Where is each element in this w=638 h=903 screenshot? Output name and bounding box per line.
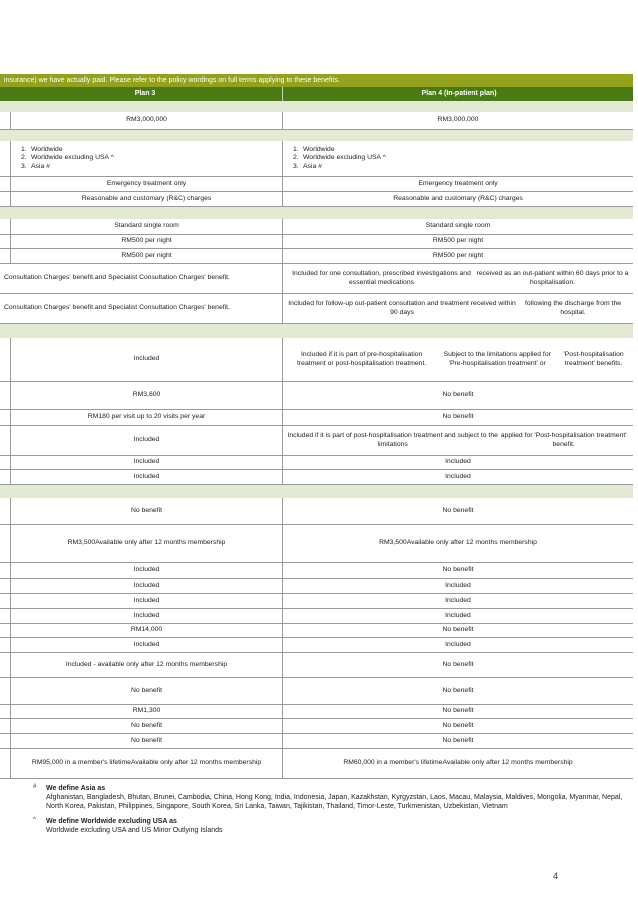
plan3-cell: [10, 594, 282, 608]
footnote-heading: We define Worldwide excluding USA as: [46, 818, 177, 825]
cell-line: and Specialist Consultation Charges' benefit.: [94, 274, 230, 282]
cell-line: Reasonable and customary (R&C) charges: [393, 194, 523, 202]
cell-line: No benefit: [442, 686, 474, 694]
plan4-cell: [282, 525, 633, 562]
plan3-cell: [10, 382, 282, 409]
cell-line: RM60,000 in a member's lifetime: [343, 759, 443, 767]
cell-line: Emergency treatment only: [106, 179, 187, 187]
cell-line: Standard single room: [114, 222, 179, 230]
footnote-body: Afghanistan, Bangladesh, Bhutan, Brunei, Cambodia, China, Hong Kong, India, Indonesia, Japan, Kazakhstan, Kyrgyzstan, Laos, Macau, Malaysia, Maldives, Mongolia, Myanmar, Nepal, North Korea, Pakistan, Philippines, Singapore, South Korea, Sri Lanka, Taiwan, Tajikistan, Thailand, Timor-Leste, Turkmenistan, Uzbekistan, Vietnam: [46, 794, 623, 810]
page-number: 4: [553, 871, 559, 881]
section-band: [0, 101, 633, 112]
table-row: [0, 456, 633, 470]
plan3-cell: [10, 563, 282, 578]
table-row: [0, 734, 633, 749]
cell-line: Subject to the limitations applied for 'Pre-hospitalisation treatment' or: [443, 351, 551, 367]
hash-marker: #: [33, 784, 37, 790]
cell-line: Included if it is part of pre-hospitalisation treatment or post-hospitalisation treatment.: [297, 351, 427, 367]
plan3-cell: [10, 734, 282, 748]
cell-line: applied for 'Post-hospitalisation treatment' benefit.: [500, 432, 627, 448]
plan4-cell: [282, 734, 633, 748]
cell-line: Included: [133, 472, 160, 480]
table-row: [0, 264, 633, 294]
plan4-cell: [282, 594, 633, 608]
plan4-cell: [282, 624, 633, 637]
plan4-header: Plan 4 (In-patient plan): [421, 90, 497, 97]
plan4-cell: [282, 264, 633, 293]
cell-line: Included if it is part of post-hospitalisation treatment and subject to the limitations: [287, 432, 498, 448]
table-row: [0, 192, 633, 207]
plan3-cell: [10, 485, 282, 498]
cell-line: Included: [133, 640, 160, 648]
plan3-cell: [10, 219, 282, 234]
cell-line: RM180 per visit up to 20 visits per year: [87, 413, 206, 421]
cell-line: RM14,000: [130, 626, 163, 634]
cell-line: Included: [445, 596, 471, 604]
table-row: [0, 653, 633, 678]
region-list-item: 1. Worldwide: [21, 145, 63, 153]
caret-marker: ^: [33, 817, 36, 823]
cell-line: Included: [445, 472, 471, 480]
cell-line: RM500 per night: [432, 251, 484, 259]
cell-line: Available only after 12 months membership: [95, 539, 226, 547]
cell-line: Emergency treatment only: [418, 179, 498, 187]
plan4-cell: [282, 426, 633, 455]
table-row: [0, 141, 633, 177]
plan4-cell: [282, 141, 633, 176]
cell-line: RM3,500: [67, 539, 96, 547]
footnote-body: Worldwide excluding USA and US Minor Outlying Islands: [46, 827, 223, 834]
plan4-cell: [282, 719, 633, 733]
cell-line: received as an out-patient within 60 days prior to a hospitalisation.: [476, 270, 629, 286]
table-row: [0, 426, 633, 456]
plan4-cell: [282, 294, 633, 323]
plan4-cell: [282, 112, 633, 129]
plan4-cell: [282, 579, 633, 593]
table-row: [0, 678, 633, 705]
plan4-cell: [282, 678, 633, 704]
table-row: [0, 749, 633, 779]
plan3-cell: [10, 141, 282, 176]
table-row: [0, 338, 633, 382]
plan3-cell: [10, 426, 282, 455]
region-list-item: 1. Worldwide: [293, 145, 335, 153]
plan3-cell: [10, 456, 282, 469]
table-row: [0, 219, 633, 235]
plan3-cell: [10, 470, 282, 484]
plan3-cell: [10, 525, 282, 562]
table-row: [0, 594, 633, 609]
table-row: [0, 498, 633, 525]
table-row: [0, 563, 633, 579]
plan4-cell: [282, 410, 633, 425]
cell-line: Available only after 12 months membership: [406, 539, 537, 547]
cell-line: RM3,000,000: [126, 116, 167, 124]
plan3-cell: [10, 749, 282, 778]
plan4-cell: [282, 338, 633, 381]
plan3-cell: [10, 324, 282, 338]
cell-line: RM3,000,000: [437, 116, 479, 124]
cell-line: Included: [445, 611, 471, 619]
table-row: [0, 719, 633, 734]
plan3-cell: [10, 101, 282, 112]
table-row: [0, 235, 633, 249]
plan3-cell: [10, 410, 282, 425]
cell-line: Consultation Charges' benefit.: [4, 274, 95, 282]
plan3-cell: [0, 294, 282, 323]
cell-line: Included: [445, 581, 471, 589]
table-row: [0, 112, 633, 130]
plan4-cell: [282, 638, 633, 652]
plan4-cell: [282, 207, 633, 219]
cell-line: No benefit: [442, 506, 474, 514]
table-row: [0, 470, 633, 485]
plan3-cell: [10, 249, 282, 263]
plan3-cell: [10, 192, 282, 206]
cell-line: No benefit: [442, 660, 474, 668]
cell-line: RM500 per night: [121, 237, 172, 245]
plan4-cell: [282, 382, 633, 409]
cell-line: Included: [133, 611, 160, 619]
cell-line: Included: [445, 640, 471, 648]
section-band: [0, 207, 633, 219]
region-list-item: 3. Asia #: [21, 162, 50, 170]
cell-line: No benefit: [442, 721, 474, 729]
plan3-cell: [10, 624, 282, 637]
cell-line: and Specialist Consultation Charges' benefit.: [94, 304, 230, 312]
cell-line: Available only after 12 months membership: [442, 759, 573, 767]
plan4-cell: [282, 705, 633, 718]
table-row: [0, 609, 633, 624]
plan3-cell: [10, 498, 282, 524]
table-row: [0, 249, 633, 264]
plan3-cell: [10, 609, 282, 623]
region-list-item: 2. Worldwide excluding USA ^: [293, 154, 386, 162]
plan4-cell: [282, 101, 633, 112]
plan4-cell: [282, 485, 633, 498]
table-row: [0, 410, 633, 426]
region-list-item: 3. Asia #: [293, 162, 322, 170]
region-list-item: 2. Worldwide excluding USA ^: [21, 154, 114, 162]
cell-line: Included: [133, 458, 160, 466]
cell-line: RM500 per night: [121, 251, 172, 259]
cell-line: No benefit: [131, 721, 162, 729]
cell-line: RM3,600: [132, 391, 161, 399]
cell-line: RM95,000 in a member's lifetime: [31, 759, 131, 767]
policy-note-banner: insurance) we have actually paid. Please refer to the policy wordings on full terms applying to these benefits.: [0, 74, 633, 87]
plan4-cell: [282, 249, 633, 263]
cell-line: No benefit: [442, 736, 474, 744]
footnote-asia: [33, 784, 623, 811]
cell-line: Consultation Charges' benefit.: [4, 304, 95, 312]
plan4-cell: [282, 219, 633, 234]
cell-line: No benefit: [131, 736, 162, 744]
cell-line: RM3,500: [379, 539, 407, 547]
cell-line: No benefit: [442, 413, 474, 421]
plan4-cell: [282, 235, 633, 248]
plan3-cell: [10, 638, 282, 652]
cell-line: Included for one consultation, prescribed investigations and essential medications: [292, 270, 471, 286]
footnote-heading: We define Asia as: [46, 785, 106, 792]
footnote-worldwide: [33, 817, 623, 835]
plan3-cell: [10, 653, 282, 677]
cell-line: Included: [133, 436, 160, 444]
plan4-cell: [282, 749, 633, 778]
cell-line: RM500 per night: [432, 237, 484, 245]
plan3-cell: [10, 719, 282, 733]
cell-line: Included: [133, 596, 160, 604]
plan3-cell: [10, 130, 282, 141]
plan3-cell: [10, 705, 282, 718]
table-row: [0, 294, 633, 324]
region-list: [21, 146, 114, 172]
cell-line: Included: [133, 581, 160, 589]
cell-line: Included for follow-up out-patient consultation and treatment received within 90 days: [288, 300, 516, 316]
table-row: [0, 525, 633, 563]
table-row: [0, 579, 633, 594]
plan4-cell: [282, 609, 633, 623]
plan3-header: Plan 3: [134, 90, 156, 97]
plan4-cell: [282, 192, 633, 206]
cell-line: Included - available only after 12 months membership: [65, 660, 228, 668]
plan4-cell: [282, 177, 633, 191]
plan3-cell: [0, 264, 282, 293]
section-band: [0, 130, 633, 141]
cell-line: 'Post-hospitalisation treatment' benefits.: [563, 351, 624, 367]
cell-line: Available only after 12 months membership: [130, 759, 262, 767]
cell-line: Included: [133, 566, 160, 574]
plan4-cell: [282, 456, 633, 469]
cell-line: following the discharge from the hospital.: [525, 300, 622, 316]
cell-line: No benefit: [442, 626, 474, 634]
plan4-cell: [282, 130, 633, 141]
region-list: [293, 146, 386, 172]
cell-line: No benefit: [442, 566, 474, 574]
table-row: [0, 624, 633, 638]
plan4-cell: [282, 324, 633, 338]
plan3-cell: [10, 579, 282, 593]
plan4-cell: [282, 653, 633, 677]
cell-line: Included: [133, 355, 160, 363]
plan3-cell: [10, 207, 282, 219]
cell-line: No benefit: [442, 391, 474, 399]
cell-line: RM1,300: [132, 707, 161, 715]
cell-line: Standard single room: [425, 222, 491, 230]
cell-line: No benefit: [131, 686, 162, 694]
plan3-cell: [10, 112, 282, 129]
section-band: [0, 485, 633, 498]
section-band: [0, 324, 633, 338]
plan4-cell: [282, 470, 633, 484]
footnotes: [33, 784, 623, 841]
plan4-cell: [282, 498, 633, 524]
plan3-cell: [10, 235, 282, 248]
cell-line: No benefit: [442, 707, 474, 715]
table-row: [0, 382, 633, 410]
plan4-cell: [282, 563, 633, 578]
cell-line: No benefit: [131, 506, 162, 514]
plan3-cell: [10, 177, 282, 191]
table-row: [0, 638, 633, 653]
table-row: [0, 705, 633, 719]
plan3-cell: [10, 678, 282, 704]
cell-line: Reasonable and customary (R&C) charges: [81, 194, 212, 202]
plan3-cell: [10, 338, 282, 381]
cell-line: Included: [445, 458, 471, 466]
table-row: [0, 177, 633, 192]
